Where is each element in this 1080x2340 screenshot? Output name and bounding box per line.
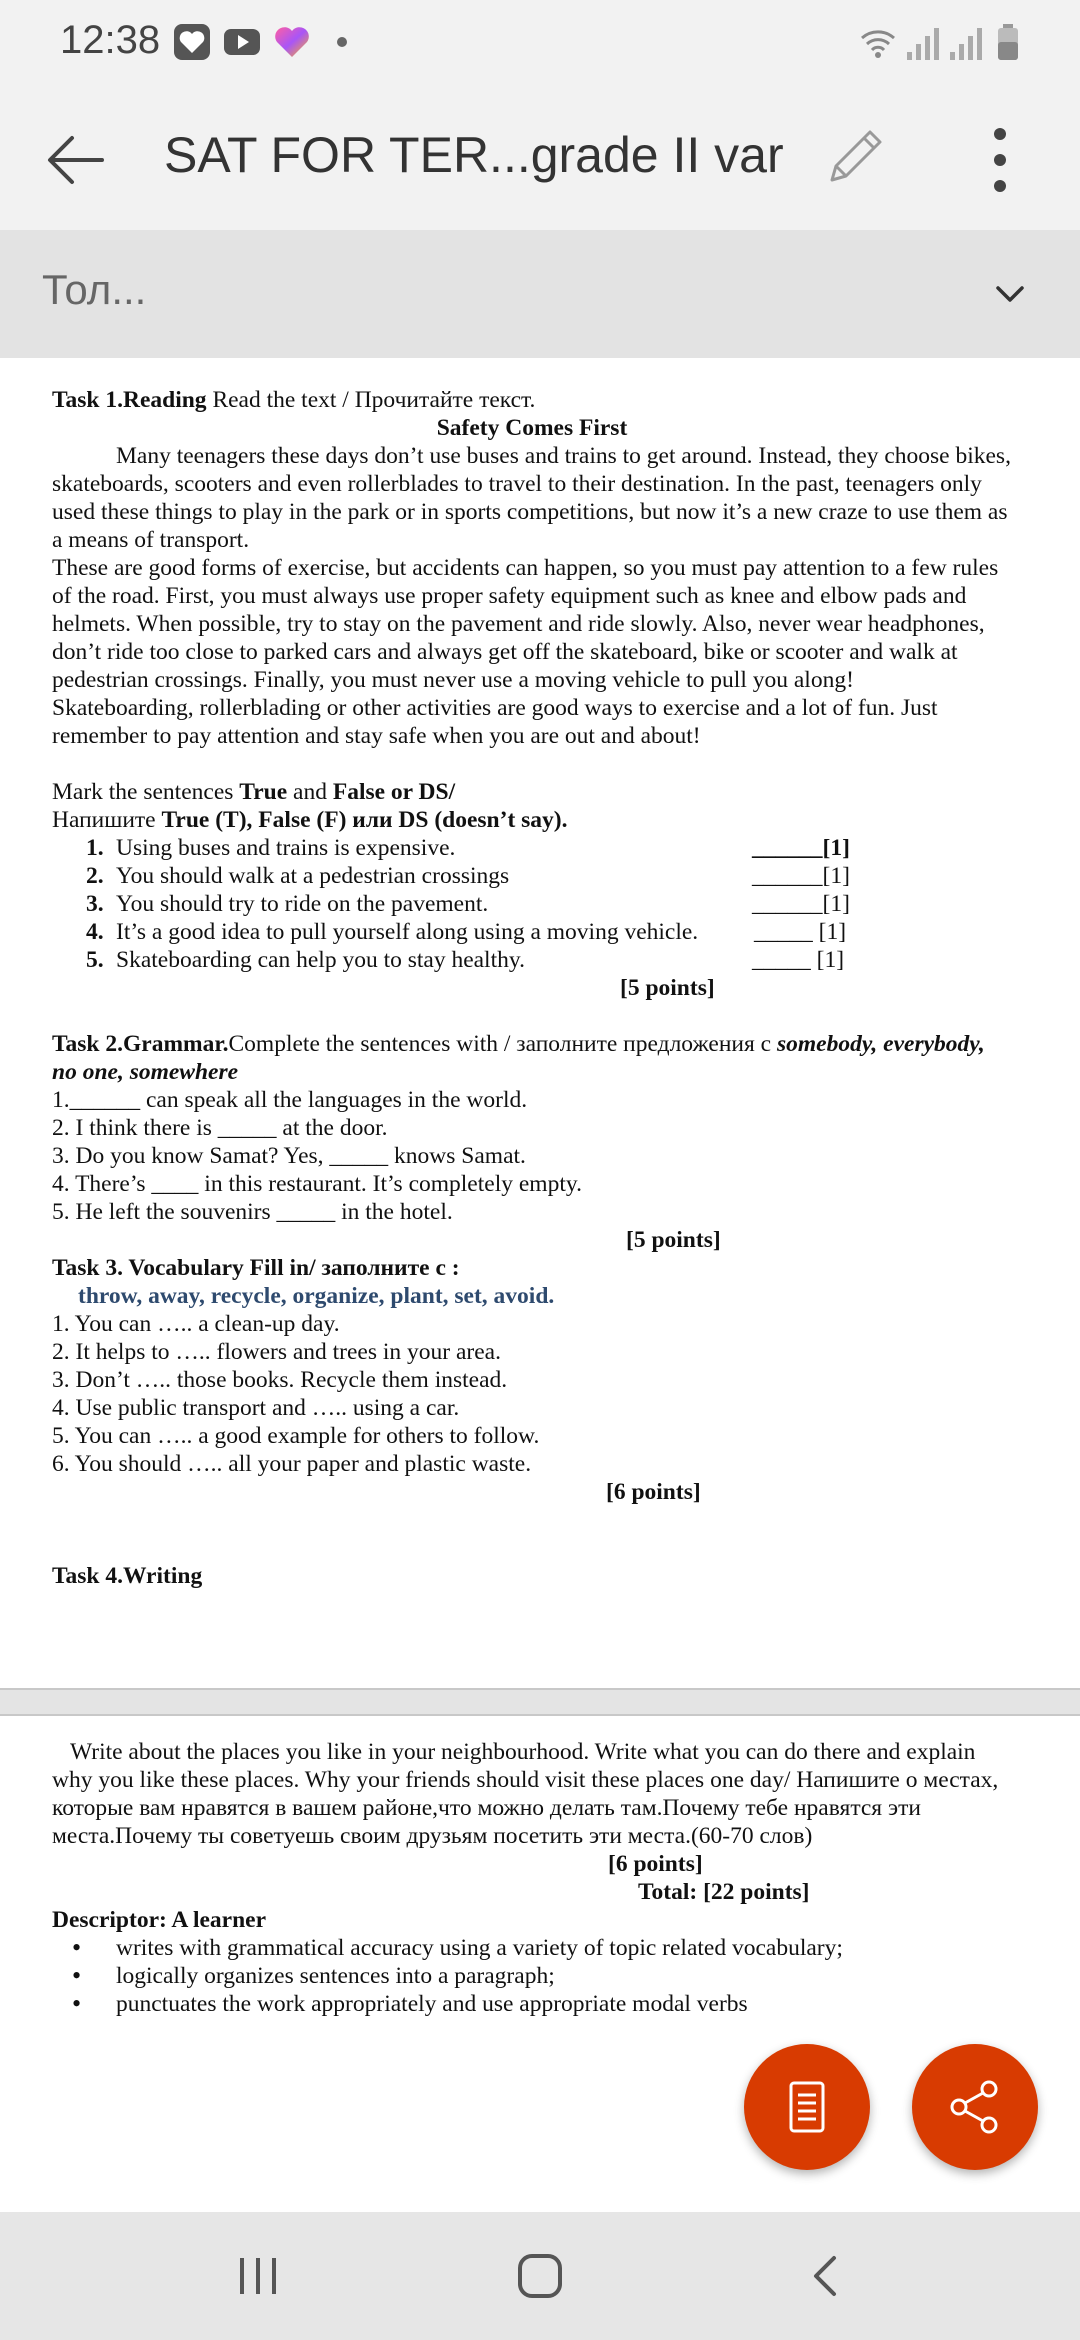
battery-icon — [996, 22, 1020, 62]
task3-points: [6 points] — [606, 1479, 701, 1505]
ru-bold: True (T), False (F) или DS (doesn’t say). — [161, 807, 568, 833]
page-1-content — [52, 386, 1012, 1590]
item-number: 2. — [86, 863, 104, 889]
answer-blank: ______[1] — [752, 835, 850, 861]
pencil-icon[interactable] — [820, 122, 890, 192]
mark-and: and — [287, 779, 333, 805]
ru-prefix: Напишите — [52, 807, 162, 833]
task1-header — [52, 386, 1012, 414]
task2-points: [5 points] — [626, 1227, 721, 1253]
item-text: Skateboarding can help you to stay healthy. — [116, 947, 525, 973]
task1-mark-instruction — [52, 778, 1012, 806]
task1-heading: Task 1.Reading — [52, 387, 207, 413]
item-number: 1. — [86, 835, 104, 861]
home-icon[interactable] — [516, 2252, 564, 2300]
signal-sim1-icon — [905, 22, 941, 62]
task4-text: Write about the places you like in your neighbourhood. Write what you can do there and explain why you like these places. Why your friends should visit these places one day/ Напишите о местах, которые вам нравятся в вашем районе,что можно делать там.Почему тебе нравятся эти места.Почему ты советуешь своим друзьям посетить эти места.(60-70 слов) — [52, 1739, 999, 1849]
item-number: 3. — [86, 891, 104, 917]
task3-header — [52, 1254, 1012, 1282]
reading-view-icon — [777, 2077, 837, 2137]
task1-para-3: Skateboarding, rollerblading or other activities are good ways to exercise and a lot of fun. Just remember to pay attention and stay safe when you are out and about! — [52, 695, 938, 749]
task2-instruction: Complete the sentences with / заполните предложения с — [228, 1031, 777, 1057]
spacer — [52, 1506, 1012, 1562]
back-arrow-icon[interactable] — [44, 128, 108, 192]
task3-line-6: 6. You should ….. all your paper and plastic waste. — [52, 1451, 532, 1477]
descriptor-list — [52, 1934, 1012, 2018]
list-item: • punctuates the work appropriately and use appropriate modal verbs — [52, 1990, 1012, 2018]
answer-blank: ______[1] — [752, 891, 850, 917]
status-time: 12:38 — [60, 18, 161, 62]
view-mode-selector[interactable] — [0, 230, 1080, 358]
chevron-down-icon[interactable] — [990, 274, 1030, 314]
task3-words: throw, away, recycle, organize, plant, set, avoid. — [78, 1283, 555, 1309]
task2-line-2: 2. I think there is _____ at the door. — [52, 1115, 388, 1141]
document-page-1 — [0, 358, 1080, 1690]
descriptor-label: Descriptor: A learner — [52, 1907, 267, 1933]
answer-blank: ______[1] — [752, 863, 850, 889]
item-number: 4. — [86, 919, 104, 945]
youtube-notification-icon — [222, 22, 262, 62]
task3-line-3: 3. Don’t ….. those books. Recycle them instead. — [52, 1367, 508, 1393]
task3-line-2: 2. It helps to ….. flowers and trees in your area. — [52, 1339, 501, 1365]
task2-line-4: 4. There’s ____ in this restaurant. It’s completely empty. — [52, 1171, 582, 1197]
task1-text-title — [52, 414, 1012, 442]
task4-heading: Task 4.Writing — [52, 1563, 203, 1589]
task1-instruction: Read the text / Прочитайте текст. — [206, 387, 536, 413]
answer-blank: _____ [1] — [752, 947, 845, 973]
task3-line-4: 4. Use public transport and ….. using a car. — [52, 1395, 460, 1421]
wifi-icon — [858, 22, 898, 62]
task1-ru-instruction — [52, 806, 1012, 834]
list-item — [52, 834, 1012, 862]
task2-heading: Task 2.Grammar. — [52, 1031, 229, 1057]
list-item — [52, 890, 1012, 918]
total-points: Total: [22 points] — [638, 1879, 810, 1905]
task1-para-1: Many teenagers these days don’t use buses and trains to get around. Instead, they choose bikes, skateboards, scooters and even rollerblades to travel to their destination. In the past, teenagers only used these things to play in the park or in sports competitions, but now it’s a new craze to use them as a means of transport. — [52, 443, 1011, 553]
more-notifications-dot-icon — [332, 22, 352, 62]
mark-prefix: Mark the sentences — [52, 779, 240, 805]
task1-statements — [52, 834, 1012, 974]
task2-words: somebody, everybody, no one, somewhere — [52, 1031, 985, 1085]
signal-sim2-icon — [948, 22, 984, 62]
share-icon — [945, 2077, 1005, 2137]
document-page-2 — [0, 1714, 1080, 2214]
spacer — [52, 1002, 1012, 1030]
mark-true: True — [239, 779, 288, 805]
mark-false-ds: False or DS/ — [332, 779, 456, 805]
likee-heart-notification-icon — [272, 22, 312, 62]
task3-line-5: 5. You can ….. a good example for others to follow. — [52, 1423, 540, 1449]
item-number: 5. — [86, 947, 104, 973]
task2-line-5: 5. He left the souvenirs _____ in the hotel. — [52, 1199, 453, 1225]
page-2-content — [52, 1738, 1012, 2018]
spacer — [52, 750, 1012, 778]
share-button[interactable] — [912, 2044, 1038, 2170]
nav-back-icon[interactable] — [806, 2252, 842, 2300]
task1-points: [5 points] — [620, 975, 715, 1001]
heart-app-notification-icon — [172, 22, 212, 62]
list-item: • logically organizes sentences into a paragraph; — [52, 1962, 1012, 1990]
reading-view-button[interactable] — [744, 2044, 870, 2170]
document-title: SAT FOR TER...grade II var — [164, 127, 784, 183]
task3-heading: Task 3. Vocabulary Fill in/ заполните с : — [52, 1255, 460, 1281]
view-mode-label: Тол... — [42, 266, 147, 313]
item-text: You should walk at a pedestrian crossings — [116, 863, 510, 889]
list-item — [52, 946, 1012, 974]
task2-line-1: 1.______ can speak all the languages in the world. — [52, 1087, 528, 1113]
task2-line-3: 3. Do you know Samat? Yes, _____ knows Samat. — [52, 1143, 526, 1169]
status-bar — [0, 0, 1080, 84]
item-text: It’s a good idea to pull yourself along using a moving vehicle. — [116, 919, 699, 945]
safety-title: Safety Comes First — [436, 415, 628, 441]
list-item — [52, 918, 1012, 946]
task1-para-2: These are good forms of exercise, but accidents can happen, so you must pay attention to a few rules of the road. First, you must always use proper safety equipment such as knee and elbow pads and helmets. When possible, try to stay on the pavement and ride slowly. Also, never wear headphones, don’t ride too close to parked cars and always get off the skateboard, bike or scooter and walk at pedestrian crossings. Finally, you must never use a moving vehicle to pull you along! — [52, 555, 999, 693]
task3-line-1: 1. You can ….. a clean-up day. — [52, 1311, 340, 1337]
more-vertical-icon[interactable] — [980, 124, 1020, 196]
descriptor — [52, 1906, 1012, 1934]
answer-blank: _____ [1] — [754, 919, 847, 945]
list-item: • writes with grammatical accuracy using a variety of topic related vocabulary; — [52, 1934, 1012, 1962]
system-navigation-bar — [0, 2212, 1080, 2340]
app-bar — [0, 84, 1080, 231]
task2-header — [52, 1030, 1012, 1086]
list-item — [52, 862, 1012, 890]
task4-header — [52, 1562, 1012, 1590]
recent-apps-icon[interactable] — [236, 2252, 280, 2300]
task4-points: [6 points] — [608, 1851, 703, 1877]
item-text: Using buses and trains is expensive. — [116, 835, 456, 861]
item-text: You should try to ride on the pavement. — [116, 891, 489, 917]
